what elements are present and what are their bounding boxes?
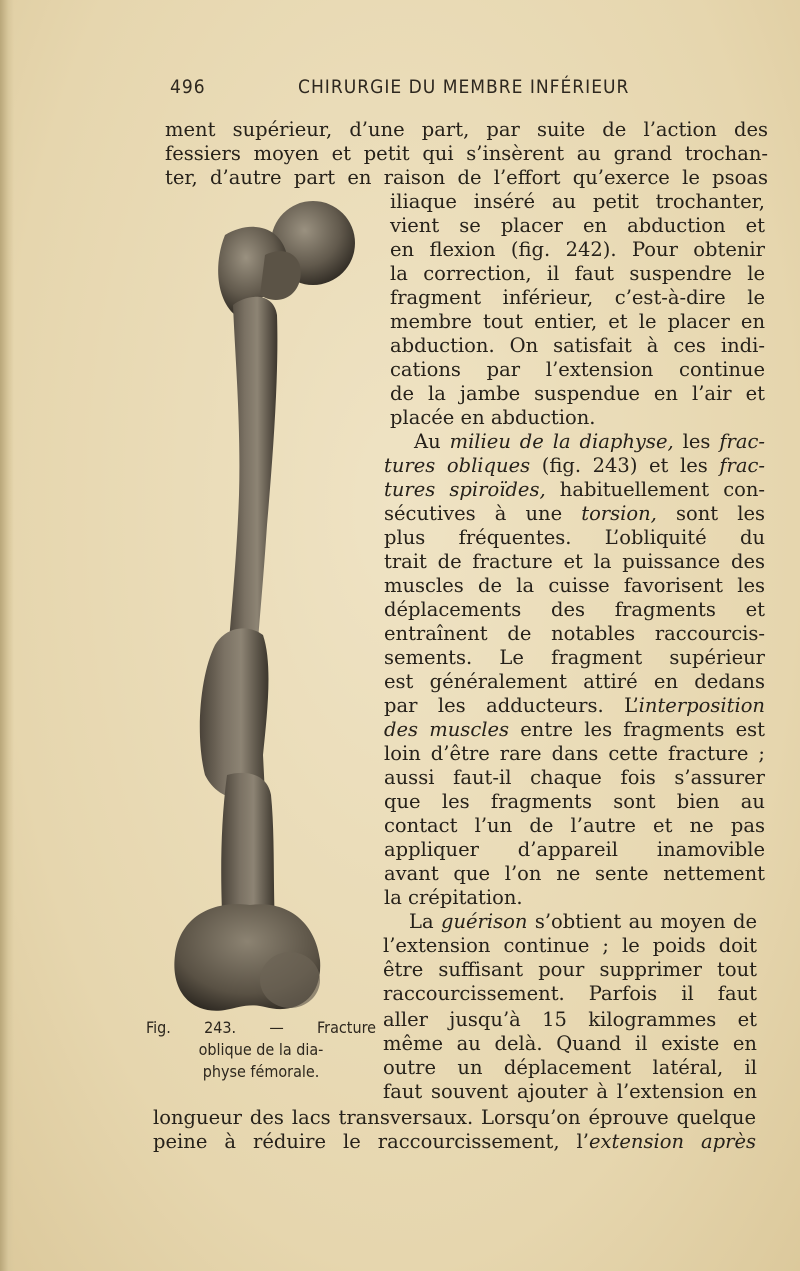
text-line: sements. Le fragment supérieur bbox=[384, 646, 765, 669]
figure-caption bbox=[146, 1017, 376, 1083]
text-line: par les adducteurs. L’interposition bbox=[384, 694, 765, 717]
text-line: iliaque inséré au petit trochanter, bbox=[390, 190, 765, 213]
page-header bbox=[170, 76, 760, 102]
running-title: CHIRURGIE DU MEMBRE INFÉRIEUR bbox=[298, 76, 630, 98]
text-line: appliquer d’appareil inamovible bbox=[384, 838, 765, 861]
text-line: membre tout entier, et le placer en bbox=[390, 310, 765, 333]
text-line: de la jambe suspendue en l’air et bbox=[390, 382, 765, 405]
text-line: tures obliques (fig. 243) et les frac- bbox=[384, 454, 766, 477]
text-line: déplacements des fragments et bbox=[384, 598, 765, 621]
text-line: loin d’être rare dans cette fracture ; bbox=[384, 742, 765, 765]
text-line: ter, d’autre part en raison de l’effort qu’exerce le psoas bbox=[165, 166, 768, 189]
text-line: être suffisant pour supprimer tout bbox=[383, 958, 757, 981]
text-line: trait de fracture et la puissance des bbox=[384, 550, 765, 573]
text-line: la crépitation. bbox=[384, 886, 523, 909]
page-edge bbox=[0, 0, 14, 1271]
femoral-neck bbox=[260, 251, 301, 300]
femur-illustration bbox=[155, 195, 375, 1025]
upper-fragment bbox=[227, 297, 277, 665]
text-line: faut souvent ajouter à l’extension en bbox=[383, 1080, 757, 1103]
text-line: contact l’un de l’autre et ne pas bbox=[384, 814, 765, 837]
fracture-overlap bbox=[200, 628, 269, 798]
text-line: Au milieu de la diaphyse, les frac- bbox=[414, 430, 766, 453]
text-line: peine à réduire le raccourcissement, l’extension après bbox=[153, 1130, 757, 1153]
text-line: avant que l’on ne sente nettement bbox=[384, 862, 765, 885]
text-line: ment supérieur, d’une part, par suite de l’action des bbox=[165, 118, 768, 141]
text-line: aller jusqu’à 15 kilogrammes et bbox=[383, 1008, 757, 1031]
text-line: longueur des lacs transversaux. Lorsqu’on éprouve quelque bbox=[153, 1106, 756, 1129]
text-line: abduction. On satisfait à ces indi- bbox=[390, 334, 765, 357]
caption-line: Fig. 243. — Fracture bbox=[146, 1018, 376, 1037]
text-line: outre un déplacement latéral, il bbox=[383, 1056, 757, 1079]
text-line: que les fragments sont bien au bbox=[384, 790, 765, 813]
text-line: en flexion (fig. 242). Pour obtenir bbox=[390, 238, 765, 261]
text-line: placée en abduction. bbox=[390, 406, 596, 429]
femur-figure bbox=[155, 195, 375, 1025]
caption-line: oblique de la dia- bbox=[198, 1040, 324, 1059]
text-line: plus fréquentes. L’obliquité du bbox=[384, 526, 765, 549]
text-line: cations par l’extension continue bbox=[390, 358, 765, 381]
text-line: La guérison s’obtient au moyen de bbox=[409, 910, 757, 933]
text-line: la correction, il faut suspendre le bbox=[390, 262, 765, 285]
caption-line: physe fémorale. bbox=[202, 1062, 320, 1081]
text-line: muscles de la cuisse favorisent les bbox=[384, 574, 765, 597]
text-line: même au delà. Quand il existe en bbox=[383, 1032, 757, 1055]
text-line: est généralement attiré en dedans bbox=[384, 670, 765, 693]
text-line: vient se placer en abduction et bbox=[390, 214, 765, 237]
text-line: des muscles entre les fragments est bbox=[384, 718, 765, 741]
page-number: 496 bbox=[170, 76, 206, 98]
text-line: sécutives à une torsion, sont les bbox=[384, 502, 765, 525]
text-line: l’extension continue ; le poids doit bbox=[383, 934, 757, 957]
text-line: fragment inférieur, c’est-à-dire le bbox=[390, 286, 765, 309]
lateral-condyle bbox=[260, 952, 320, 1008]
text-line: raccourcissement. Parfois il faut bbox=[383, 982, 757, 1005]
text-line: entraînent de notables raccourcis- bbox=[384, 622, 765, 645]
text-line: aussi faut-il chaque fois s’assurer bbox=[384, 766, 765, 789]
text-line: fessiers moyen et petit qui s’insèrent au grand trochan- bbox=[165, 142, 768, 165]
text-line: tures spiroïdes, habituellement con- bbox=[384, 478, 766, 501]
